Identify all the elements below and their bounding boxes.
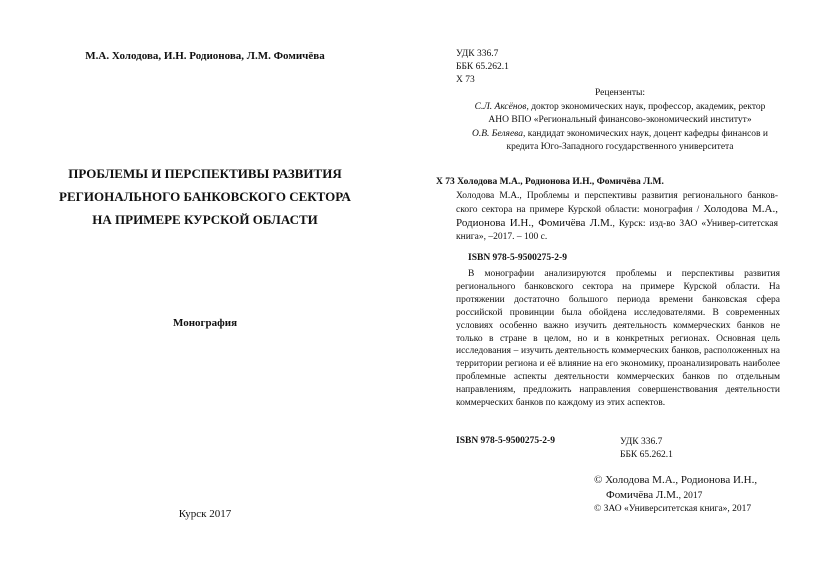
udk-code-bottom: УДК 336.7 [620, 437, 663, 447]
book-title-line: ПРОБЛЕМЫ И ПЕРСПЕКТИВЫ РАЗВИТИЯ [68, 166, 342, 181]
copyright-author-3: Фомичёва Л.М. [606, 489, 679, 501]
udk-code: УДК 336.7 [456, 49, 499, 59]
reviewer-1-name: С.Л. Аксёнов [474, 101, 527, 112]
bbk-code: ББК 65.262.1 [456, 62, 509, 72]
isbn-bottom: ISBN 978-5-9500275-2-9 [456, 436, 555, 446]
reviewer-1 [450, 101, 790, 115]
author-mark: Х 73 [456, 75, 475, 85]
reviewer-1-org: АНО ВПО «Региональный финансово-экономический институт» [488, 115, 752, 125]
bbk-code-bottom: ББК 65.262.1 [620, 450, 673, 460]
authors: М.А. Холодова, И.Н. Родионова, Л.М. Фомичёва [85, 50, 325, 62]
book-title-line: РЕГИОНАЛЬНОГО БАНКОВСКОГО СЕКТОРА [59, 189, 351, 204]
reviewer-2-name: О.В. Беляева [472, 128, 523, 139]
citation-part-3: , Курск: изд-во ЗАО «Универ-ситетская книга», –2017. – 100 с. [456, 219, 778, 242]
reviewers-heading: Рецензенты: [595, 88, 645, 98]
copyright-authors-cont [594, 487, 794, 503]
book-type: Монография [172, 317, 238, 329]
reviewer-2-title: , кандидат экономических наук, доцент кафедры финансов и [522, 128, 768, 139]
abstract: В монографии анализируются проблемы и перспективы развития регионального банковского сектора на примере Курской области. На протяжении достаточно большого периода времени банковская сфера российской провинции была обойдена исследователями. В современных условиях особенно важно изучить деятельность коммерческих банков не только в стране в целом, но и в конкретных регионах. Основная цель исследования – изучить деятельность коммерческих банков, расположенных на территории региона и её влияние на его экономику, проанализировать наиболее проблемные аспекты деятельности коммерческих банков по отдельным направлениям, предложить направления совершенствования деятельности коммерческих банков по каждому из этих аспектов. [456, 269, 780, 409]
reviewers-block [450, 87, 790, 155]
place-year: Курск 2017 [178, 508, 232, 520]
reviewer-2 [450, 128, 790, 142]
citation-text [456, 190, 778, 244]
citation-part-1: Холодова М.А., Проблемы и перспективы развития регионального банков-ского сектора на примере Курской области: монография / [456, 191, 778, 215]
classification-codes [456, 48, 509, 87]
right-page [410, 0, 819, 579]
copyright-publisher: © ЗАО «Университетская книга», 2017 [594, 504, 752, 514]
copyright-block [594, 474, 794, 516]
book-title-line: НА ПРИМЕРЕ КУРСКОЙ ОБЛАСТИ [92, 212, 318, 227]
classification-codes-bottom [620, 436, 673, 462]
isbn-top: ISBN 978-5-9500275-2-9 [468, 253, 567, 263]
citation-heading: Х 73 Холодова М.А., Родионова И.Н., Фомичёва Л.М. [436, 177, 664, 187]
reviewer-1-title: , доктор экономических наук, профессор, академик, ректор [526, 101, 766, 112]
reviewer-2-org: кредита Юго-Западного государственного университета [506, 142, 734, 152]
book-title [40, 162, 370, 231]
copyright-year: , 2017 [678, 491, 703, 501]
citation-part-2: Холодова М.А., Родионова И.Н., Фомичёва Л.М. [456, 203, 778, 229]
copyright-authors: © Холодова М.А., Родионова И.Н., [594, 474, 758, 486]
